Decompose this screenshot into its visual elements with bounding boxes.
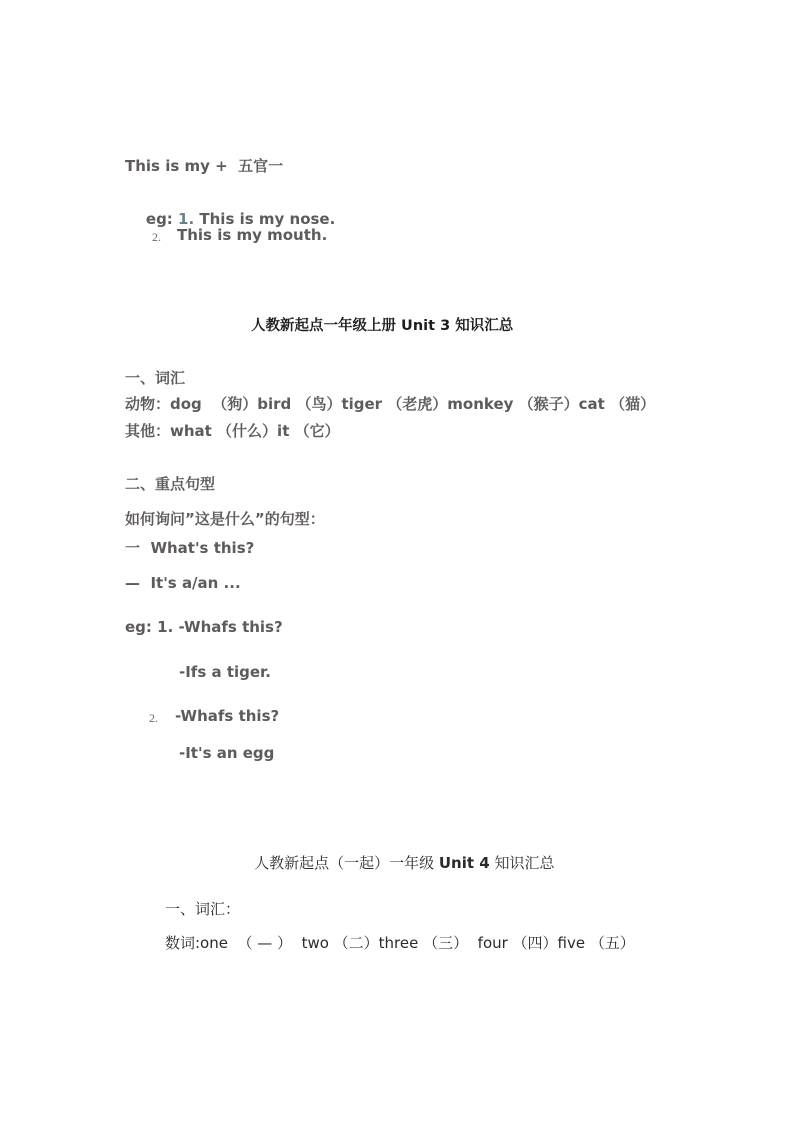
unit4-numbers-line: 数词:one （ — ） two （二）three （三） four （四）five （五） <box>165 934 635 952</box>
eg-text-1: This is my nose. <box>194 210 336 228</box>
unit3-question-line: 一 What's this? <box>125 539 255 557</box>
unit4-title <box>235 833 554 893</box>
unit3-eg2-question: -Whafs this? <box>175 707 280 725</box>
eg-number-2: 2. <box>152 230 161 244</box>
eg-text-2: This is my mouth. <box>177 226 328 244</box>
pattern-line: This is my + 五官一 <box>125 157 284 175</box>
unit3-title: 人教新起点一年级上册 Unit 3 知识汇总 <box>251 318 514 334</box>
unit3-eg1-answer: -Ifs a tiger. <box>179 663 272 681</box>
eg-number-1: 1. <box>178 210 195 228</box>
unit3-animals-line: 动物：dog （狗）bird （鸟）tiger （老虎）monkey （猴子）cat （猫） <box>125 395 656 413</box>
unit3-eg1-question: eg: 1. -Whafs this? <box>125 618 283 636</box>
unit3-eg2-answer: -It's an egg <box>179 744 275 762</box>
unit3-others-line: 其他：what （什么）it （它） <box>125 422 340 440</box>
unit3-ask-line: 如何询问”这是什么”的句型： <box>125 510 325 528</box>
unit4-title-suffix: 知识汇总 <box>489 854 555 872</box>
eg-label: eg: <box>145 210 179 228</box>
unit4-title-unit: Unit 4 <box>438 854 490 872</box>
unit3-answer-line: — It's a/an ... <box>125 574 241 592</box>
unit3-eg2-number: 2. <box>149 711 158 725</box>
unit4-vocab-heading: 一、词汇： <box>165 900 241 918</box>
unit4-title-prefix: 人教新起点（一起）一年级 <box>254 854 439 872</box>
unit3-vocab-heading: 一、词汇 <box>125 369 186 387</box>
unit3-sentence-heading: 二、重点句型 <box>125 475 216 493</box>
